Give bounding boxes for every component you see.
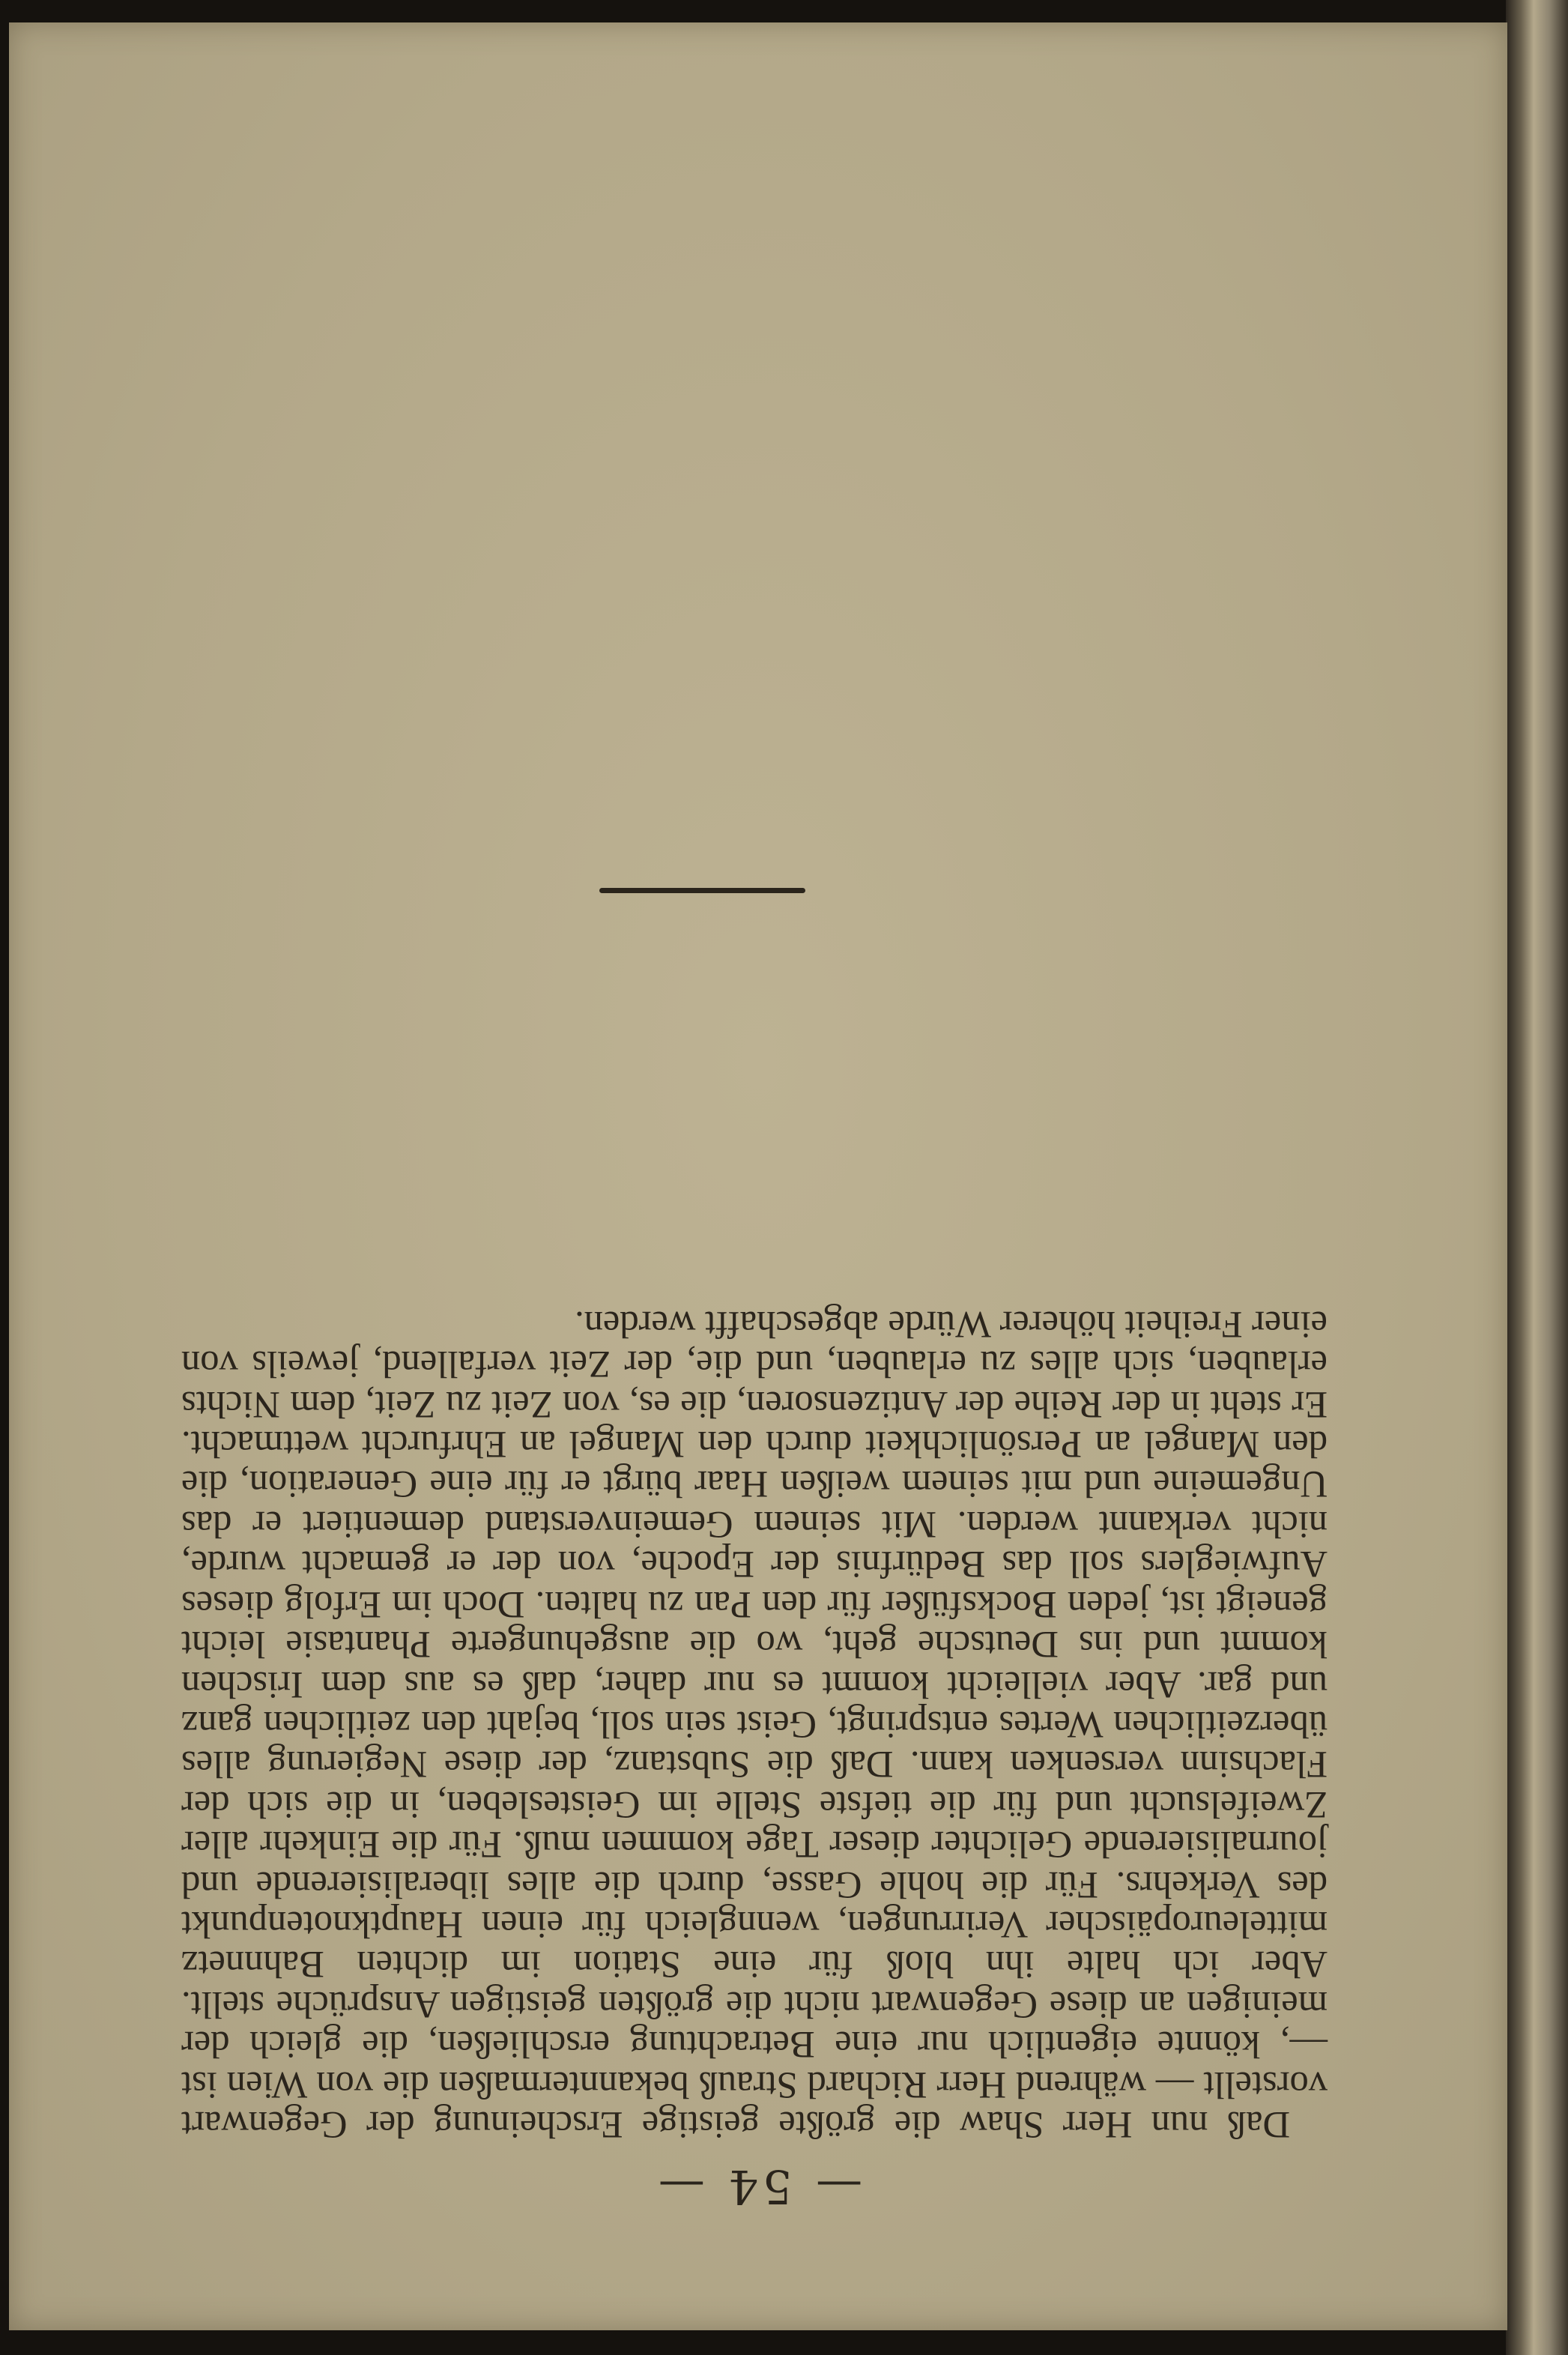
body-paragraph-text: Daß nun Herr Shaw die größte geistige Erscheinung der Gegenwart vorstellt — während Herr Richard Strauß bekanntermaßen die von Wien ist —, könnte eigentlich nur eine Betrachtung erschließen, die gleich der meinigen an diese Gegenwart nicht die größten geistigen Ansprüche stellt. Aber ich halte ihn bloß für eine Station im dichten Bahnnetz mitteleuropäischer Verirrungen, wenngleich für einen Hauptknotenpunkt des Verkehrs. Für die hohle Gasse, durch die alles liberalisierende und journalisierende Gelichter dieser Tage kommen muß. Für die Einkehr aller Zweifelsucht und für die tiefste Stelle im Geistesleben, in die sich der Flachsinn versenken kann. Daß die Substanz, der diese Negierung alles überzeitlichen Wertes entspringt, Geist sein soll, bejaht den zeitlichen ganz und gar. Aber vielleicht kommt es nur daher, daß es aus dem Irischen kommt und ins Deutsche geht, wo die ausgehungerte Phantasie leicht geneigt ist, jeden Bocksfüßer für den Pan zu halten. Doch im Erfolg dieses Aufwieglers soll das Bedürfnis der Epoche, von der er gemacht wurde, nicht verkannt werden. Mit seinem Gemeinverstand dementiert er das Ungemeine und mit seinem weißen Haar bürgt er für eine Generation, die den Mangel an Persönlichkeit durch den Mangel an Ehrfurcht wettmacht. Er steht in der Reihe der Antizensoren, die es, von Zeit zu Zeit, dem Nichts erlauben, sich alles zu erlauben, und die, der Zeit verfallend, jeweils von einer Freiheit höherer Würde abgeschafft werden. (181, 1303, 1328, 2146)
book-page (9, 22, 1507, 2330)
body-paragraph (181, 1304, 1328, 2144)
book-edge (1506, 0, 1568, 2355)
upside-down-content (9, 22, 1507, 2330)
section-divider (599, 888, 805, 893)
page-number: — 54 — (653, 2159, 863, 2214)
